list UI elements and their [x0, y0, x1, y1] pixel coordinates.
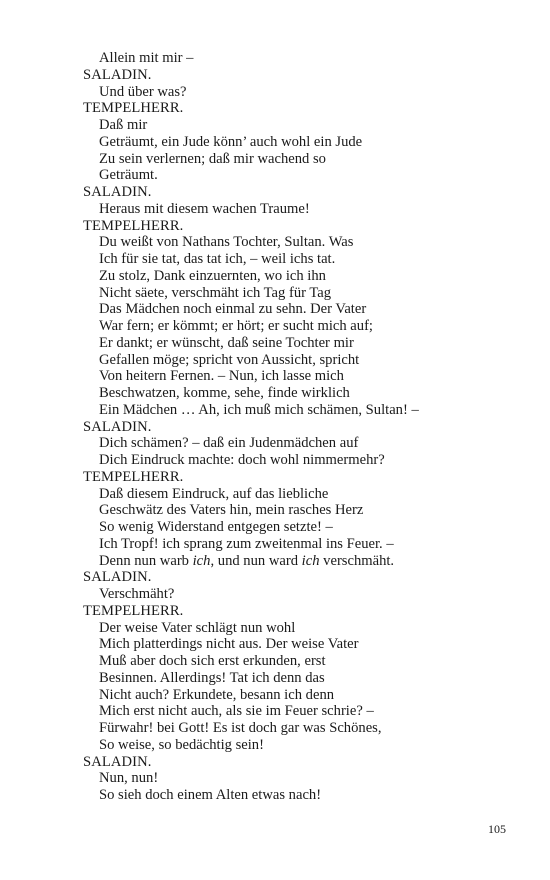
play-text	[83, 50, 523, 804]
verse-line: Ich für sie tat, das tat ich, – weil ichs tat.	[99, 251, 336, 267]
verse-line: Muß aber doch sich erst erkunden, erst	[99, 653, 326, 669]
verse-line: Von heitern Fernen. – Nun, ich lasse mich	[99, 368, 344, 385]
verse-line: So weise, so bedächtig sein!	[99, 736, 264, 753]
verse-line: Fürwahr! bei Gott! Es ist doch gar was Schönes,	[99, 720, 382, 736]
verse-line: War fern; er kömmt; er hört; er sucht mich auf;	[99, 318, 373, 334]
verse-line: Gefallen möge; spricht von Aussicht, spricht	[99, 351, 360, 368]
verse-line: Mich platterdings nicht aus. Der weise Vater	[99, 636, 359, 653]
verse-line: Geträumt.	[99, 167, 158, 184]
speaker-name: SALADIN.	[83, 418, 152, 435]
verse-line: Mich erst nicht auch, als sie im Feuer schrie? –	[99, 703, 374, 720]
verse-line: Und über was?	[99, 83, 187, 100]
verse-line: Du weißt von Nathans Tochter, Sultan. Was	[99, 234, 354, 251]
verse-line: Geschwätz des Vaters hin, mein rasches Herz	[99, 502, 364, 519]
verse-line: Nun, nun!	[99, 770, 159, 787]
verse-line: Zu stolz, Dank einzuernten, wo ich ihn	[99, 267, 326, 284]
verse-line: Ich Tropf! ich sprang zum zweitenmal ins Feuer. –	[99, 535, 394, 552]
speaker-name: TEMPELHERR.	[83, 100, 184, 117]
verse-line: Dich schämen? – daß ein Judenmädchen auf	[99, 435, 359, 452]
verse-line: Der weise Vater schlägt nun wohl	[99, 619, 296, 636]
verse-line: Allein mit mir –	[99, 50, 194, 66]
verse-line: Heraus mit diesem wachen Traume!	[99, 200, 310, 217]
verse-line: Daß diesem Eindruck, auf das liebliche	[99, 485, 329, 502]
verse-line: Denn nun warb ich, und nun ward ich verschmäht.	[99, 552, 395, 569]
speaker-name: TEMPELHERR.	[83, 468, 184, 485]
speaker-name: SALADIN.	[83, 184, 152, 200]
verse-line: Verschmäht?	[99, 586, 175, 602]
verse-line: Das Mädchen noch einmal zu sehn. Der Vater	[99, 301, 367, 318]
verse-line: Dich Eindruck machte: doch wohl nimmermehr?	[99, 452, 385, 468]
verse-line: Beschwatzen, komme, sehe, finde wirklich	[99, 385, 350, 401]
speaker-name: SALADIN.	[83, 753, 152, 770]
verse-line: Geträumt, ein Jude könn’ auch wohl ein Jude	[99, 133, 363, 150]
verse-line: So sieh doch einem Alten etwas nach!	[99, 787, 322, 803]
verse-line: Nicht säete, verschmäht ich Tag für Tag	[99, 284, 332, 301]
emphasis: ich	[301, 552, 320, 569]
verse-line: Zu sein verlernen; daß mir wachend so	[99, 150, 326, 167]
verse-line: Daß mir	[99, 117, 148, 133]
speaker-name: TEMPELHERR.	[83, 602, 184, 619]
speaker-name: TEMPELHERR.	[83, 217, 184, 234]
verse-line: So wenig Widerstand entgegen setzte! –	[99, 519, 333, 535]
verse-line: Besinnen. Allerdings! Tat ich denn das	[99, 669, 325, 686]
verse-line: Nicht auch? Erkundete, besann ich denn	[99, 686, 335, 703]
speaker-name: SALADIN.	[83, 569, 152, 586]
verse-line: Ein Mädchen … Ah, ich muß mich schämen, Sultan! –	[99, 401, 419, 418]
verse-line: Er dankt; er wünscht, daß seine Tochter mir	[99, 334, 354, 351]
emphasis: ich	[192, 552, 211, 569]
page-number: 105	[488, 822, 506, 836]
speaker-name: SALADIN.	[83, 66, 152, 83]
